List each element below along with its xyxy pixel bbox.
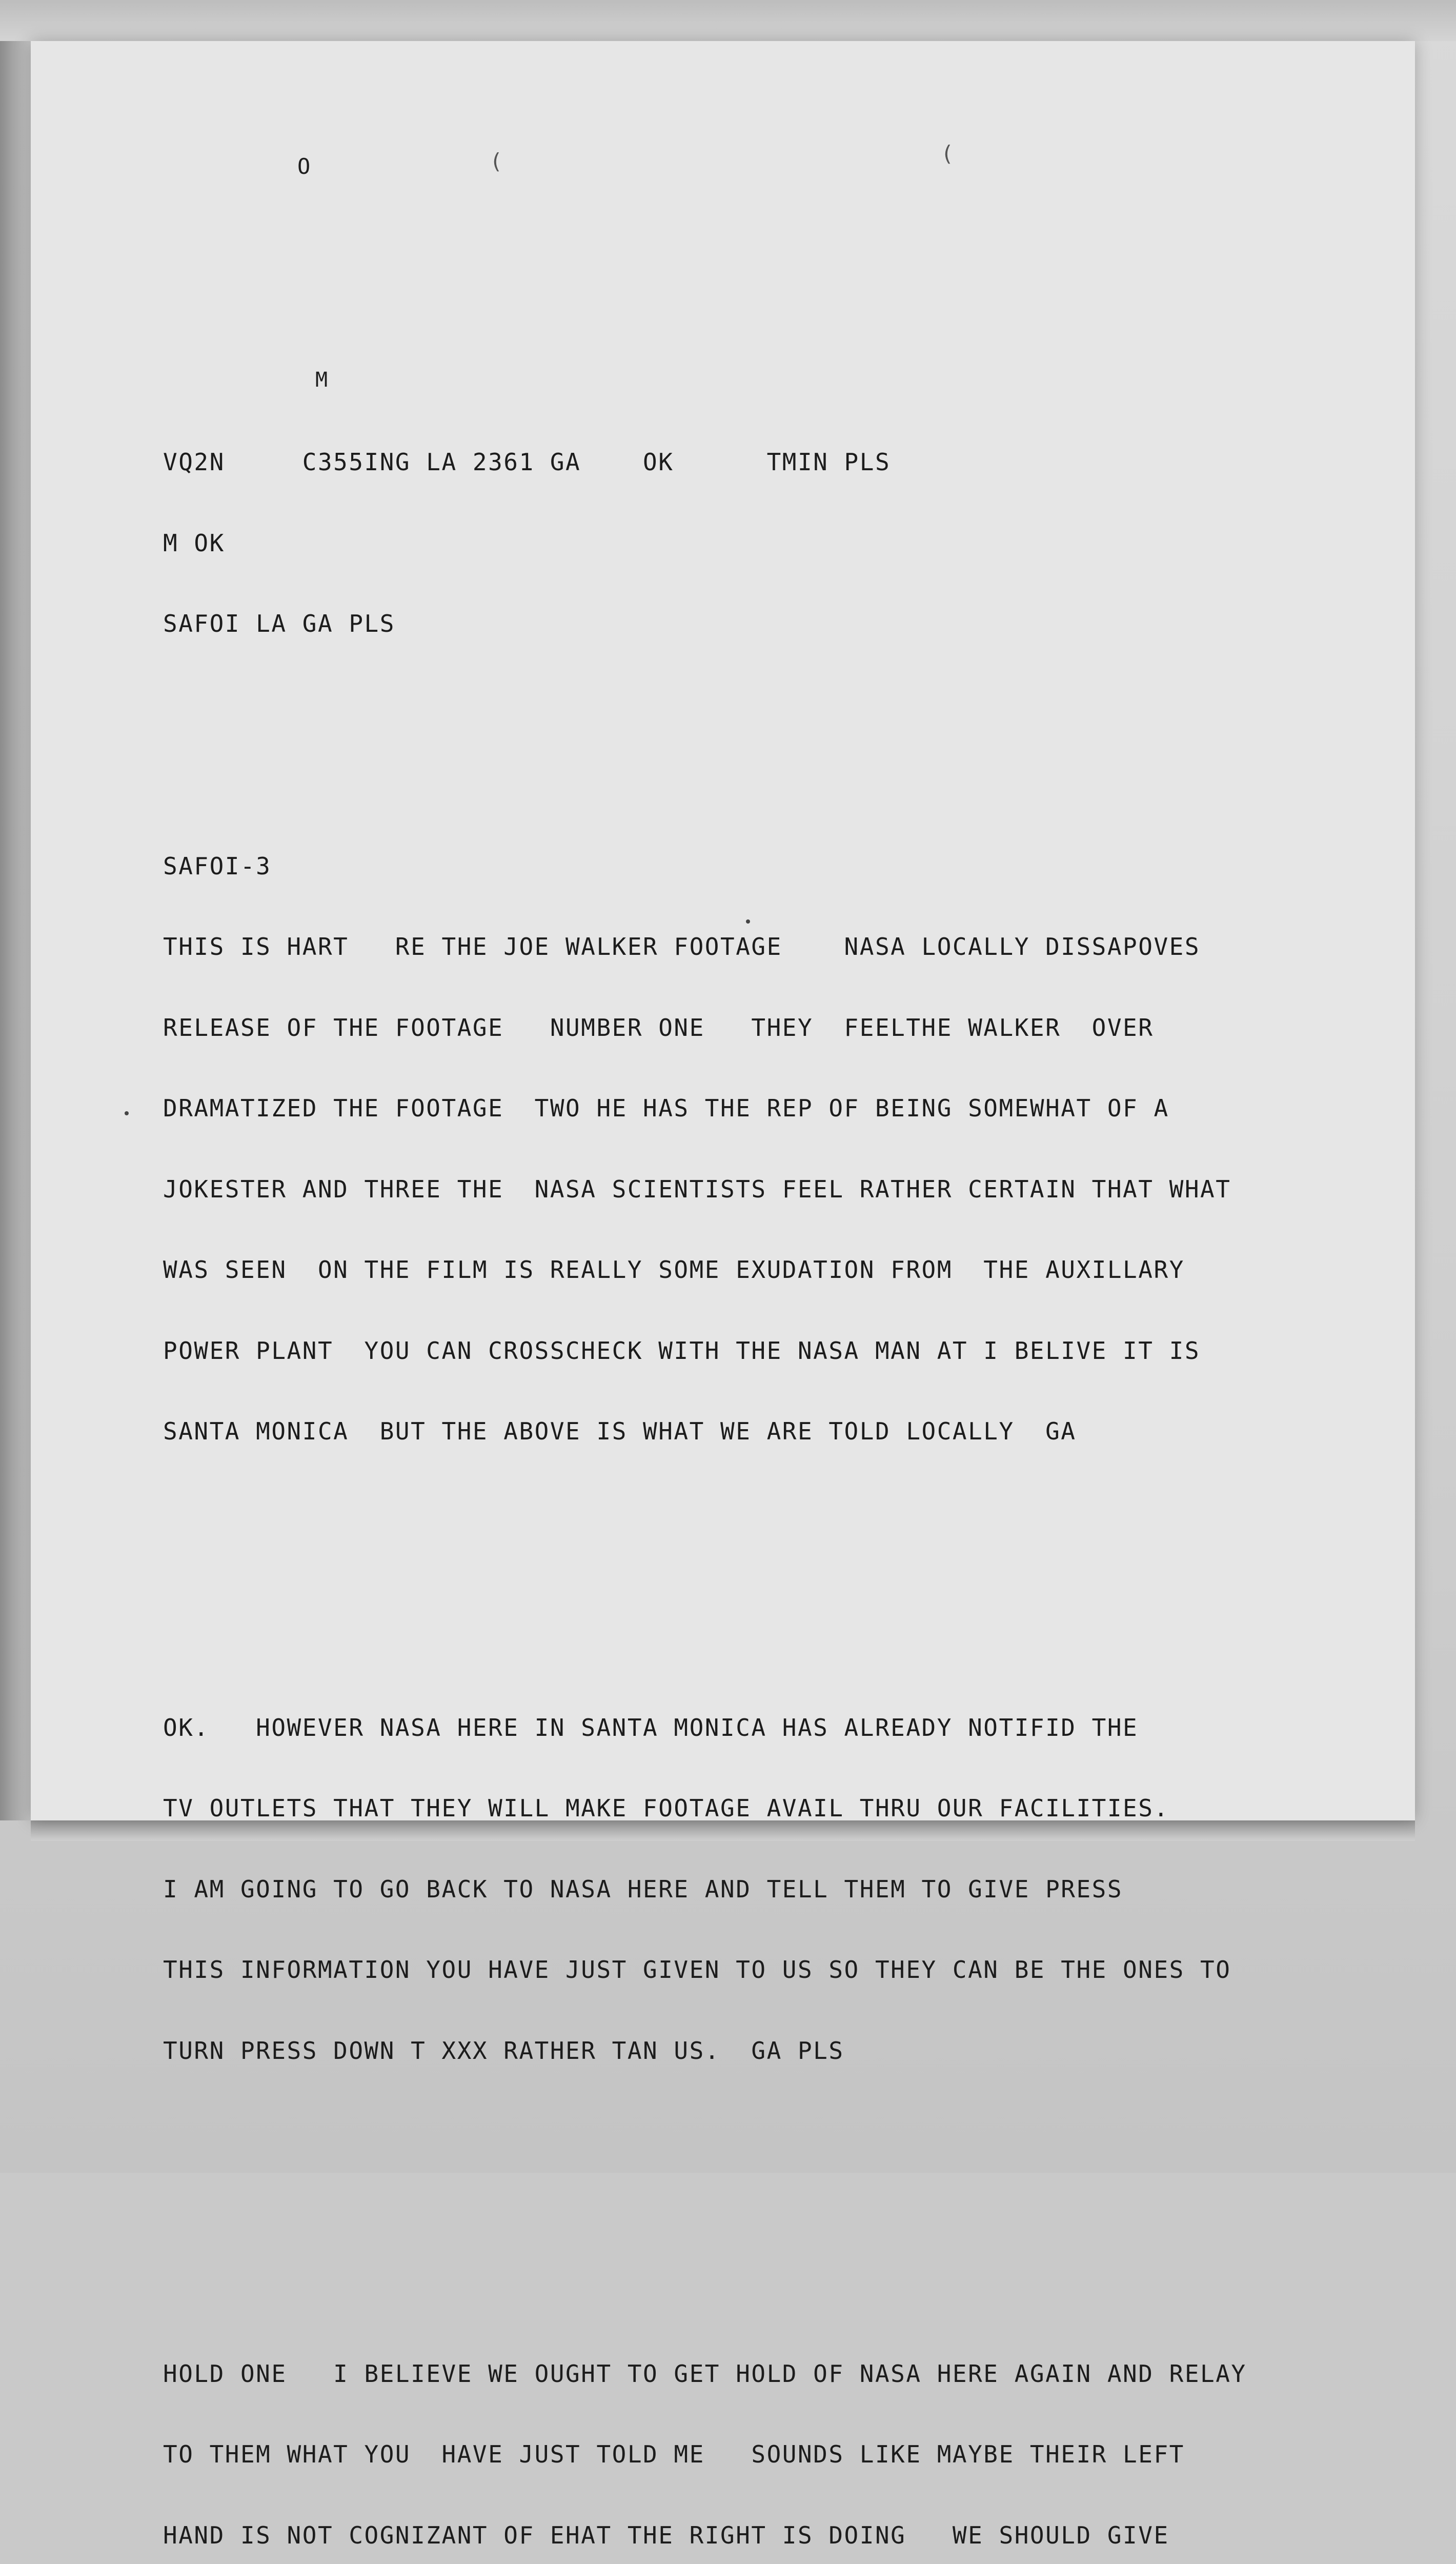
message-line: THIS INFORMATION YOU HAVE JUST GIVEN TO US SO THEY CAN BE THE ONES TO <box>163 1956 1247 1984</box>
message-line: HAND IS NOT COGNIZANT OF EHAT THE RIGHT IS DOING WE SHOULD GIVE <box>163 2522 1247 2549</box>
punch-mark-left: ( <box>490 149 502 174</box>
message-line: SAFOI-3 <box>163 853 1247 880</box>
paragraph-gap <box>163 2172 1247 2226</box>
punch-mark-right: ( <box>941 141 954 166</box>
message-line: HOLD ONE I BELIEVE WE OUGHT TO GET HOLD OF NASA HERE AGAIN AND RELAY <box>163 2360 1247 2388</box>
overtyped-m-mark: M <box>315 368 328 392</box>
message-block-1 <box>163 799 1247 1499</box>
message-line: OK. HOWEVER NASA HERE IN SANTA MONICA HAS ALREADY NOTIFID THE <box>163 1714 1247 1741</box>
message-block-2 <box>163 1660 1247 2118</box>
scan-top-edge <box>0 0 1456 41</box>
message-line: THIS IS HART RE THE JOE WALKER FOOTAGE NASA LOCALLY DISSAPOVES <box>163 933 1247 960</box>
header-ack-line: M OK <box>163 530 1247 557</box>
message-line: DRAMATIZED THE FOOTAGE TWO HE HAS THE REP OF BEING SOMEWHAT OF A <box>163 1095 1247 1122</box>
scan-left-edge <box>0 41 31 1820</box>
header-routing-line: VQ2N C355ING LA 2361 GA OK TMIN PLS <box>163 449 1247 476</box>
paragraph-gap <box>163 691 1247 718</box>
message-block-3 <box>163 2307 1247 2564</box>
message-line: SANTA MONICA BUT THE ABOVE IS WHAT WE ARE TOLD LOCALLY GA <box>163 1418 1247 1445</box>
message-line: TO THEM WHAT YOU HAVE JUST TOLD ME SOUNDS LIKE MAYBE THEIR LEFT <box>163 2441 1247 2468</box>
telex-transcript <box>163 395 1247 2564</box>
message-line: RELEASE OF THE FOOTAGE NUMBER ONE THEY FEELTHE WALKER OVER <box>163 1014 1247 1041</box>
paragraph-gap <box>163 1553 1247 1580</box>
message-line: JOKESTER AND THREE THE NASA SCIENTISTS FEEL RATHER CERTAIN THAT WHAT <box>163 1176 1247 1203</box>
message-line: WAS SEEN ON THE FILM IS REALLY SOME EXUDATION FROM THE AUXILLARY <box>163 1256 1247 1284</box>
message-line: I AM GOING TO GO BACK TO NASA HERE AND TELL THEM TO GIVE PRESS <box>163 1876 1247 1903</box>
handwritten-zero-mark: O <box>297 154 310 179</box>
stray-ink-dot <box>125 1111 129 1115</box>
stray-ink-dot <box>746 919 750 924</box>
message-line: POWER PLANT YOU CAN CROSSCHECK WITH THE NASA MAN AT I BELIVE IT IS <box>163 1337 1247 1365</box>
message-line: TURN PRESS DOWN T XXX RATHER TAN US. GA PLS <box>163 2037 1247 2065</box>
message-line: TV OUTLETS THAT THEY WILL MAKE FOOTAGE AVAIL THRU OUR FACILITIES. <box>163 1795 1247 1822</box>
header-station-line: SAFOI LA GA PLS <box>163 610 1247 637</box>
